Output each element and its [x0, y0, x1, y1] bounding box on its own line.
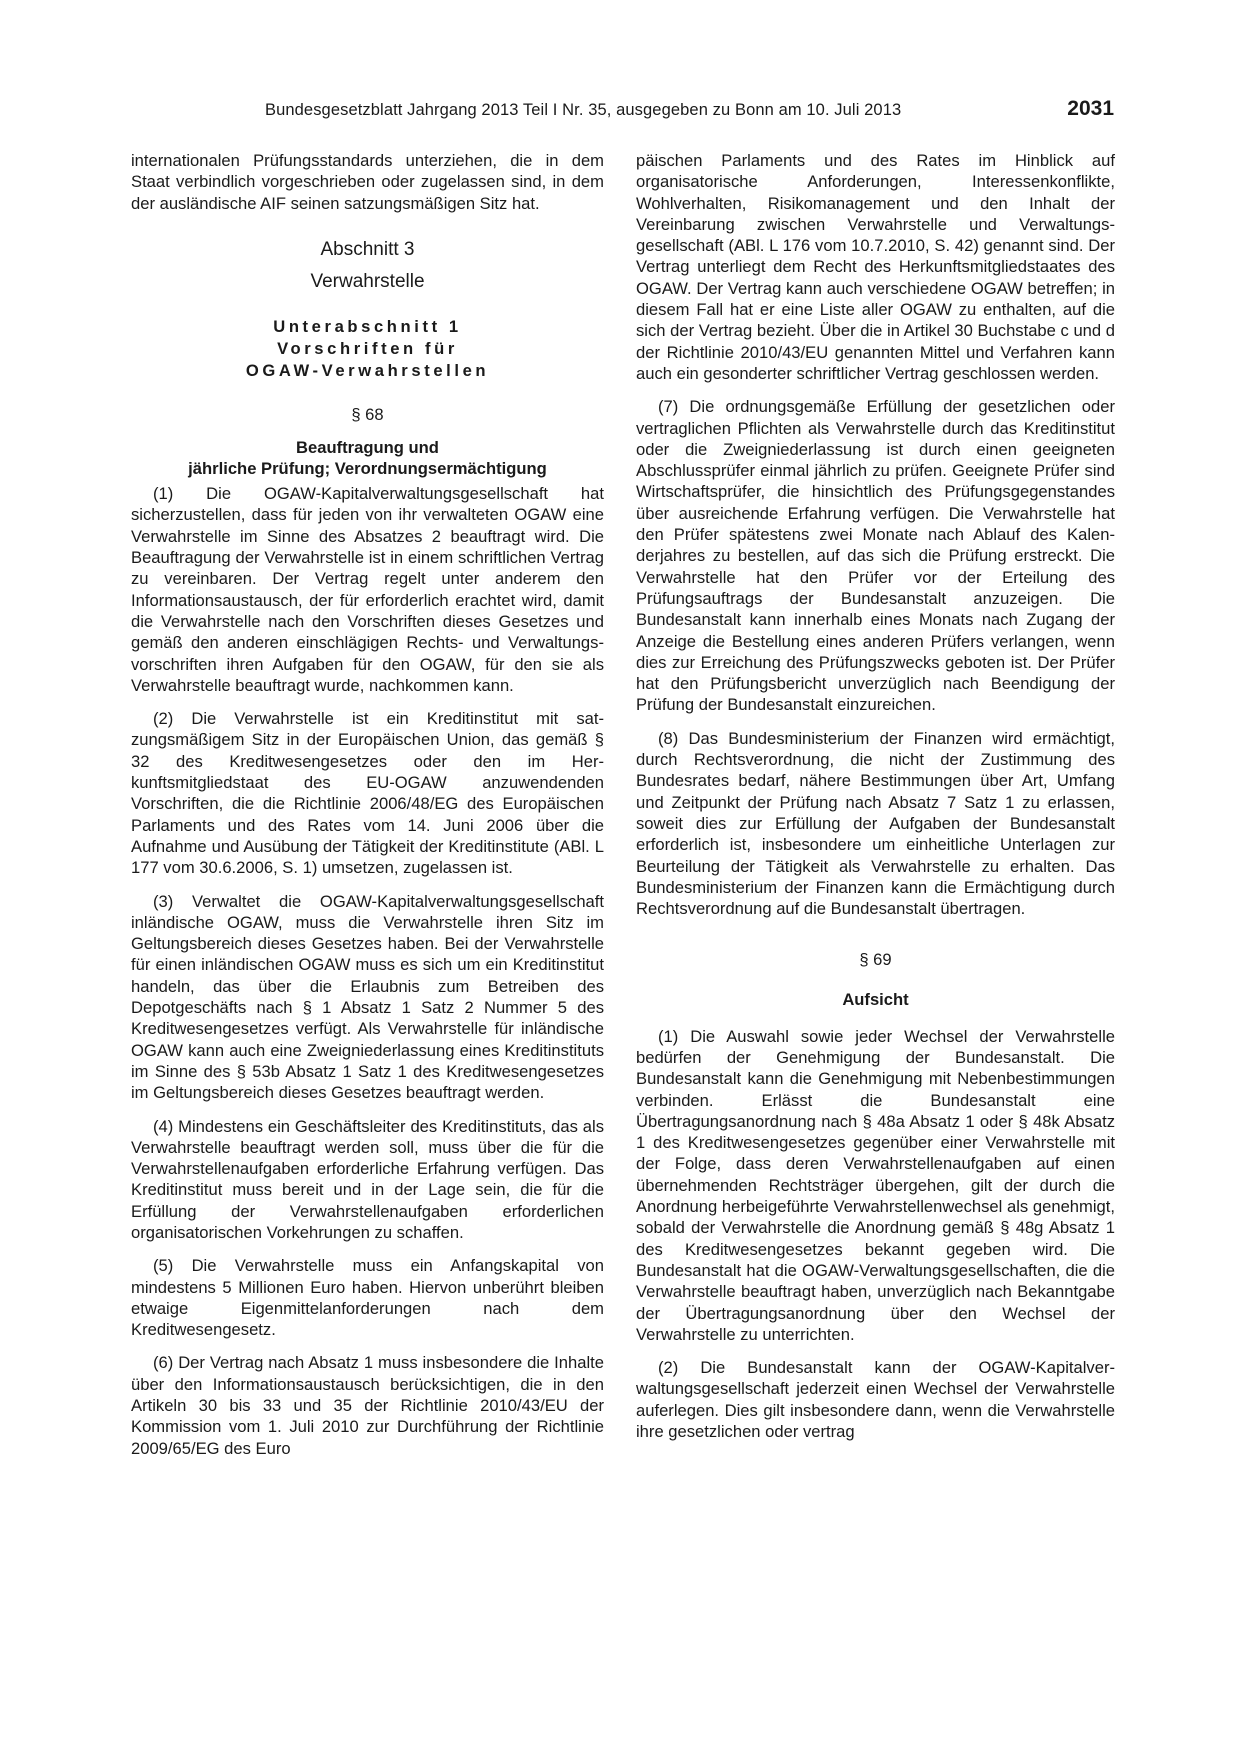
unterabschnitt-title-line-1: Vorschriften für	[277, 338, 458, 358]
section-68-paragraph-1: (1) Die OGAW-Kapitalverwaltungsgesellschaft hat sicherzustellen, dass für jeden von ihr verwalteten OGAW eine Verwahrstelle im Sinne des Absatzes 2 beauftragt wird. Die Beauftragung der Verwahrstelle ist in einem schriftlichen Vertrag zu vereinbaren. Der Vertrag regelt unter anderem den Informationsaustausch, der für erforderlich erachtet wird, damit die Verwahrstelle nach den Vorschriften dieses Gesetzes und gemäß den anderen einschlägigen Rechts- und Verwaltungsvorschriften ihren Aufgaben für den OGAW, für den sie als Verwahrstelle beauftragt wurde, nachkommen kann.	[131, 484, 604, 695]
section-68-paragraph-4: (4) Mindestens ein Geschäftsleiter des Kreditinstituts, das als Verwahrstelle beauftragt werden soll, muss über die für die Verwahrstellenaufgaben erforderliche Erfahrung verfügen. Das Kreditinstitut muss bereit und in der Lage sein, die für die Erfüllung der Verwahrstellenaufgaben erforderlichen organisatorischen Vorkehrungen zu schaffen.	[131, 1116, 604, 1242]
continued-paragraph: internationalen Prüfungsstandards unterziehen, die in dem Staat verbindlich vorgeschrieben oder zugelassen sind, in dem der ausländische AIF seinen satzungsmäßigen Sitz hat.	[131, 151, 604, 213]
unterabschnitt-number: Unterabschnitt 1	[273, 316, 462, 336]
page-header	[130, 97, 1114, 125]
section-69-paragraph-2: (2) Die Bundesanstalt kann der OGAW-Kapitalverwaltungsgesellschaft jederzeit einen Wechsel der Verwahrstelle auferlegen. Dies gilt insbesondere dann, wenn die Verwahrstelle ihre gesetzlichen oder vertrag	[636, 1358, 1115, 1442]
running-title: Bundesgesetzblatt Jahrgang 2013 Teil I Nr. 35, ausgegeben zu Bonn am 10. Juli 2013	[265, 101, 902, 119]
section-68-title-line-2: jährliche Prüfung; Verordnungsermächtigung	[188, 459, 547, 479]
section-68-number: § 68	[351, 404, 384, 424]
section-68-paragraph-5: (5) Die Verwahrstelle muss ein Anfangskapital von mindestens 5 Millionen Euro haben. Hiervon unberührt bleiben etwaige Eigenmittelanforderungen nach dem Kreditwesengesetz.	[131, 1256, 604, 1340]
abschnitt-title: Verwahrstelle	[310, 270, 425, 292]
section-68-paragraph-6: (6) Der Vertrag nach Absatz 1 muss insbesondere die Inhalte über den Informationsaustausch berücksichtigen, die in den Artikeln 30 bis 33 und 35 der Richtlinie 2010/43/EU der Kommission vom 1. Juli 2010 zur Durchführung der Richtlinie 2009/65/EG des Euro	[131, 1353, 604, 1458]
section-68-paragraph-7: (7) Die ordnungsgemäße Erfüllung der gesetzlichen oder vertraglichen Pflichten als Verwahrstelle durch das Kreditinstitut oder die Zweigniederlassung ist durch einen geeigneten Abschlussprüfer einmal jährlich zu prüfen. Geeignete Prüfer sind Wirtschaftsprüfer, die hinsichtlich des Prüfungsgegenstandes über ausreichende Erfahrung verfügen. Die Verwahrstelle hat den Prüfer spätestens zwei Monate nach Ablauf des Kalenderjahres zu bestellen, auf das sich die Prüfung erstreckt. Die Verwahrstelle hat den Prüfer vor der Erteilung des Prüfungsauftrags der Bundesanstalt anzuzeigen. Die Bundesanstalt kann innerhalb eines Monats nach Zugang der Anzeige die Bestellung eines anderen Prüfers verlangen, wenn dies zur Erreichung des Prüfungszwecks geboten ist. Der Prüfer hat den Prüfungsbericht unverzüglich nach Beendigung der Prüfung der Bundesanstalt einzureichen.	[636, 397, 1115, 715]
abschnitt-heading: Abschnitt 3	[320, 238, 415, 260]
right-column	[636, 150, 1115, 1454]
section-69-number: § 69	[859, 950, 892, 970]
unterabschnitt-title-line-2: OGAW-Verwahrstellen	[245, 360, 490, 380]
section-68-paragraph-3: (3) Verwaltet die OGAW-Kapitalverwaltungsgesellschaft inländische OGAW, muss die Verwahrstelle ihren Sitz im Geltungsbereich dieses Gesetzes haben. Bei der Verwahrstelle für einen inländischen OGAW muss es sich um ein Kreditinstitut handeln, das über die Erlaubnis zum Betreiben des Depotgeschäfts nach § 1 Absatz 1 Satz 2 Nummer 5 des Kreditwesengesetzes verfügt. Als Verwahrstelle für inländische OGAW kann auch eine Zweigniederlassung eines Kreditinstituts im Sinne des § 53b Absatz 1 Satz 1 des Kreditwesengesetzes im Geltungsbereich dieses Gesetzes beauftragt werden.	[131, 891, 604, 1103]
unterabschnitt-heading	[131, 316, 604, 382]
section-69-title: Aufsicht	[842, 989, 909, 1009]
section-68-paragraph-8: (8) Das Bundesministerium der Finanzen wird ermächtigt, durch Rechtsverordnung, die nicht der Zustimmung des Bundesrates bedarf, nähere Bestimmungen über Art, Umfang und Zeitpunkt der Prüfung nach Absatz 7 Satz 1 zu erlassen, soweit dies zur Erfüllung der Aufgaben der Bundesanstalt erforderlich ist, insbesondere um einheitliche Unterlagen zur Beurteilung der Tätigkeit als Verwahrstelle zu erhalten. Das Bundesministerium der Finanzen kann die Ermächtigung durch Rechtsverordnung auf die Bundesanstalt übertragen.	[636, 728, 1115, 919]
section-68-title	[131, 437, 604, 479]
page-number: 2031	[1067, 97, 1114, 120]
section-68-paragraph-2: (2) Die Verwahrstelle ist ein Kreditinstitut mit satzungsmäßigem Sitz in der Europäischen Union, das gemäß § 32 des Kreditwesengesetzes oder den im Herkunftsmitgliedstaat des EU-OGAW anzuwendenden Vorschriften, die die Richtlinie 2006/48/EG des Europäischen Parlaments und des Rates vom 14. Juni 2006 über die Aufnahme und Ausübung der Tätigkeit der Kreditinstitute (ABl. L 177 vom 30.6.2006, S. 1) umsetzen, zugelassen ist.	[131, 709, 604, 878]
section-68-paragraph-6-continued: päischen Parlaments und des Rates im Hinblick auf organisatorische Anforderungen, Interessenkonflikte, Wohlverhalten, Risikomanagement und den Inhalt der Vereinbarung zwischen Verwahrstelle und Verwaltungsgesellschaft (ABl. L 176 vom 10.7.2010, S. 42) genannt sind. Der Vertrag unterliegt dem Recht des Herkunftsmitgliedstaates des OGAW. Der Vertrag kann auch verschiedene OGAW betreffen; in diesem Fall hat er eine Liste aller OGAW zu enthalten, auf die sich der Vertrag bezieht. Über die in Artikel 30 Buchstabe c und d der Richtlinie 2010/43/EU genannten Mittel und Verfahren kann auch ein gesonderter schriftlicher Vertrag geschlossen werden.	[636, 151, 1115, 383]
left-column	[131, 150, 604, 1471]
section-69-paragraph-1: (1) Die Auswahl sowie jeder Wechsel der Verwahrstelle bedürfen der Genehmigung der Bundesanstalt. Die Bundesanstalt kann die Genehmigung mit Nebenbestimmungen verbinden. Erlässt die Bundesanstalt eine Übertragungsanordnung nach § 48a Absatz 1 oder § 48k Absatz 1 des Kreditwesengesetzes gegenüber einer Verwahrstelle mit der Folge, dass deren Verwahrstellenaufgaben auf einen übernehmenden Rechtsträger übergehen, gilt der durch die Anordnung herbeigeführte Verwahrstellenwechsel als genehmigt, sobald der Verwahrstelle die Anordnung gemäß § 48g Absatz 1 des Kreditwesengesetzes bekannt gegeben wird. Die Bundesanstalt hat die OGAW-Verwaltungsgesellschaften, die die Verwahrstelle beauftragt haben, unverzüglich nach Bekanntgabe der Übertragungsanordnung über den Wechsel der Verwahrstelle zu unterrichten.	[636, 1026, 1115, 1344]
section-68-title-line-1: Beauftragung und	[296, 438, 439, 458]
